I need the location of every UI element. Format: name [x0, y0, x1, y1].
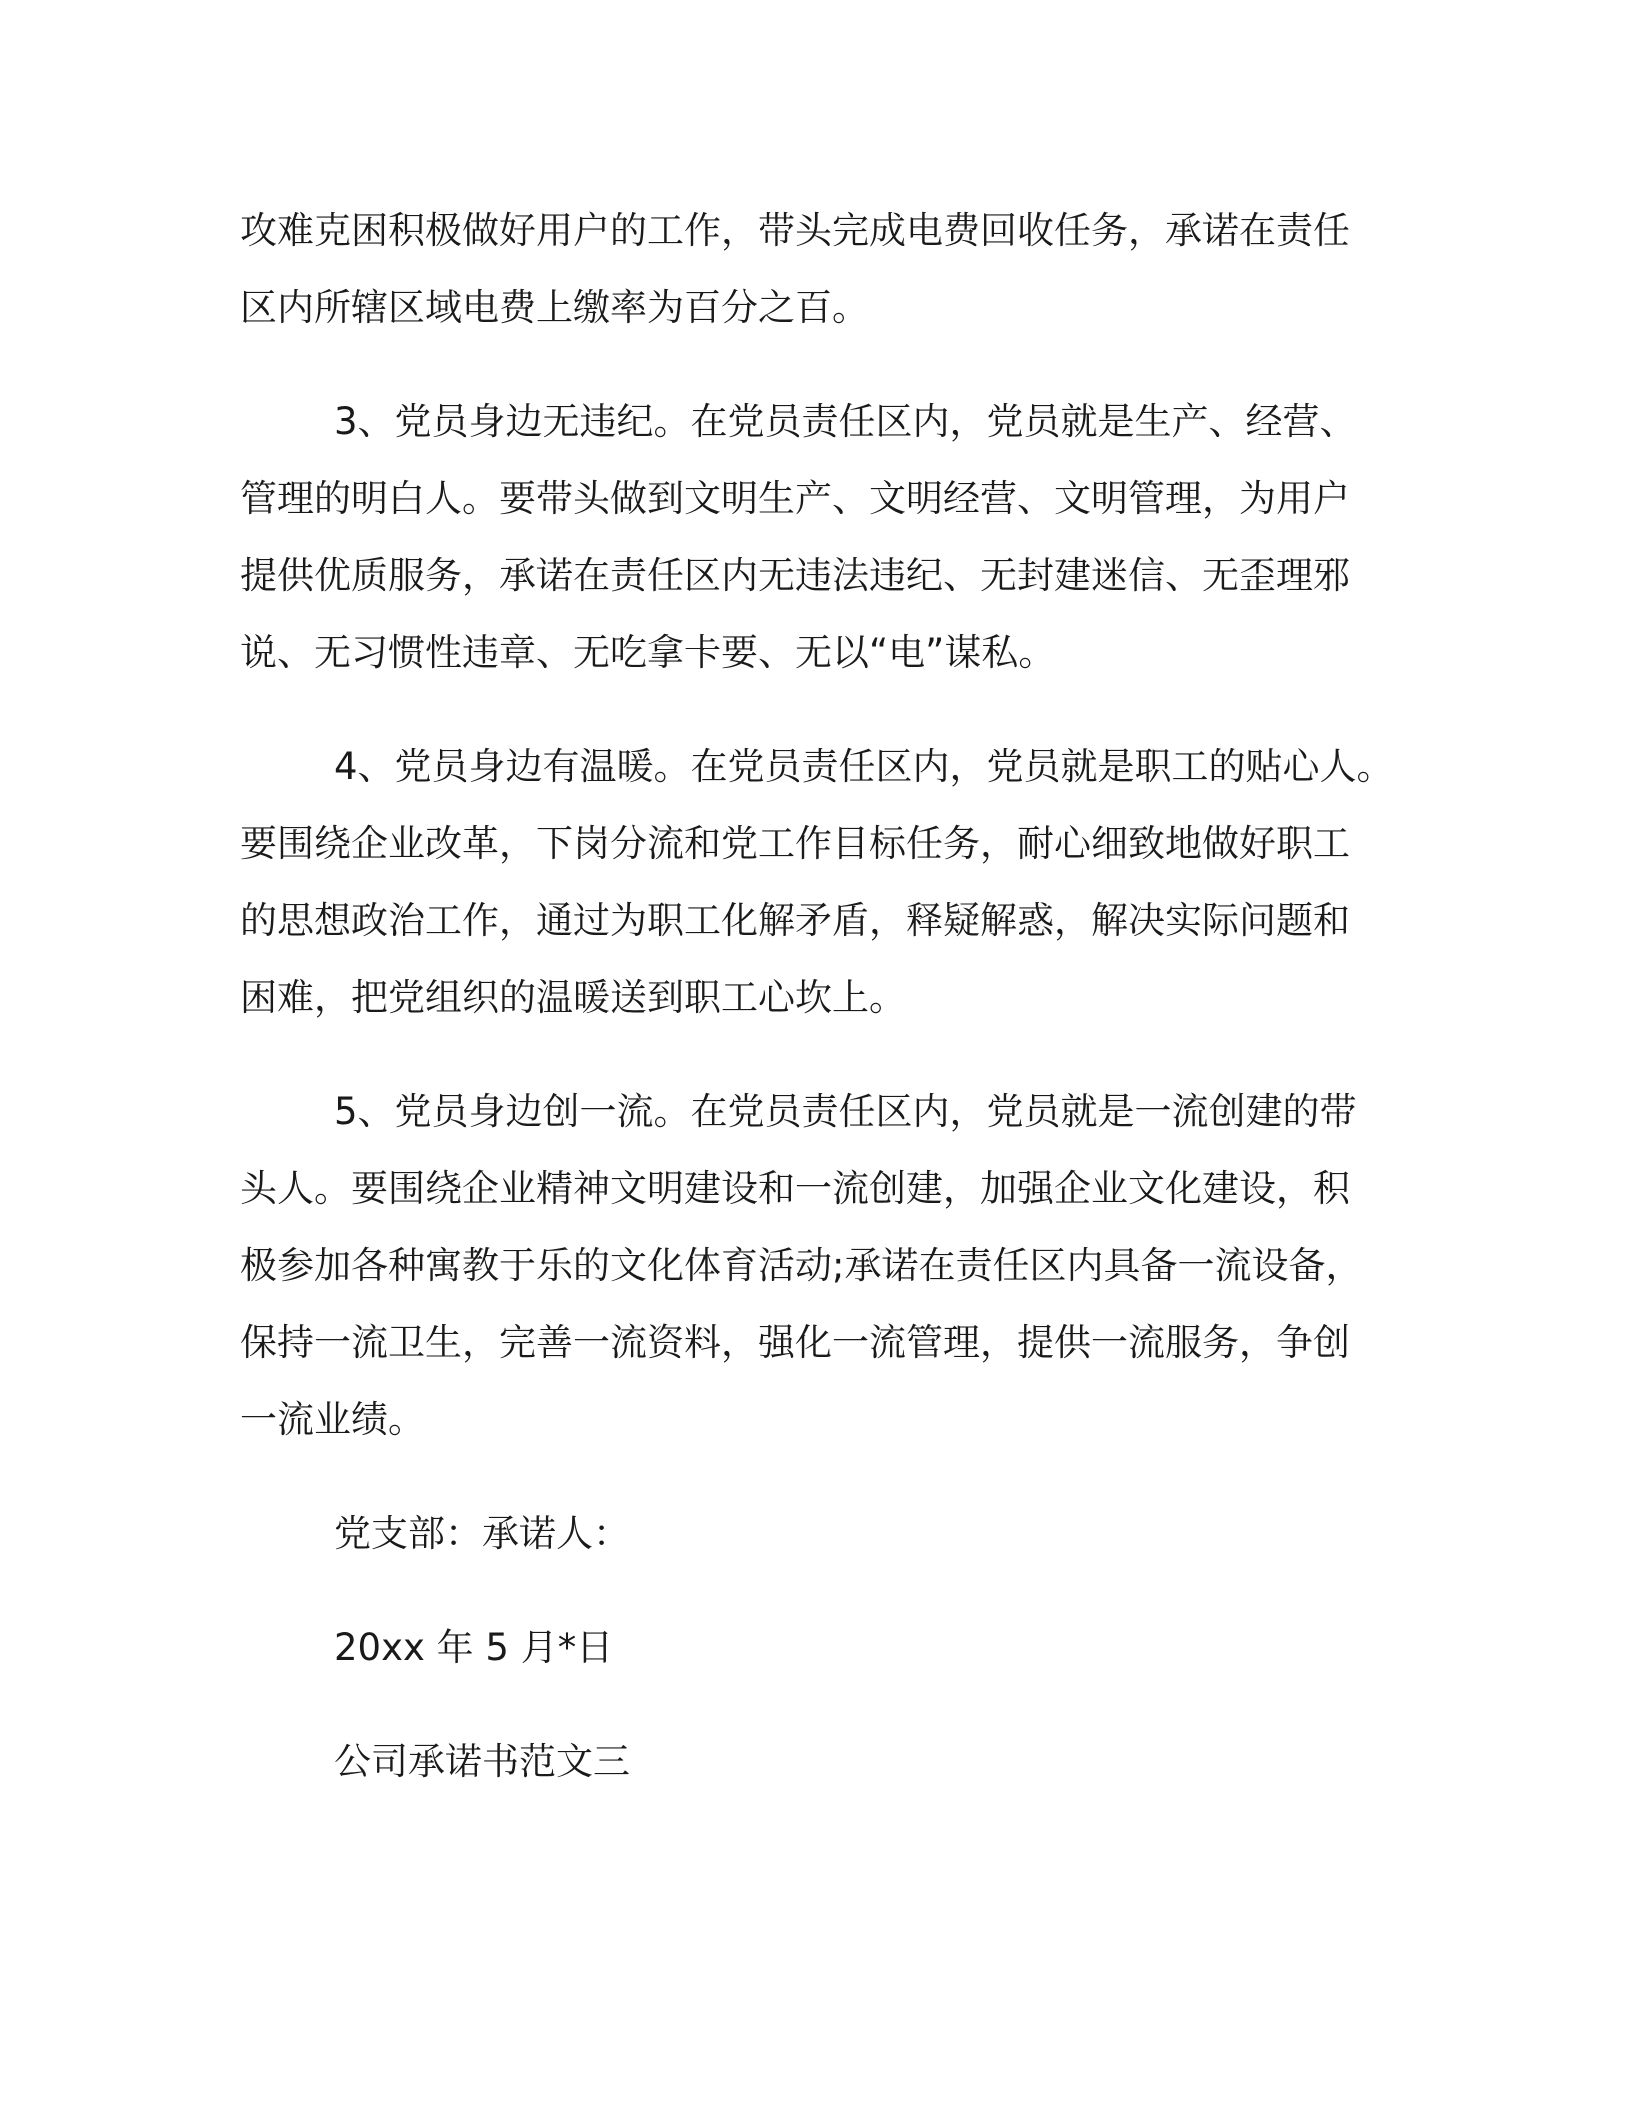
text-line: 保持一流卫生，完善一流资料，强化一流管理，提供一流服务，争创	[240, 1321, 1350, 1364]
text-line: 管理的明白人。要带头做到文明生产、文明经营、文明管理，为用户	[240, 477, 1350, 520]
text-line: 要围绕企业改革，下岗分流和党工作目标任务，耐心细致地做好职工	[240, 822, 1350, 865]
paragraph-3	[240, 728, 1394, 1036]
text-line: 一流业绩。	[240, 1398, 425, 1441]
text-line: 困难，把党组织的温暖送到职工心坎上。	[240, 976, 906, 1019]
text-line: 说、无习惯性违章、无吃拿卡要、无以“电”谋私。	[240, 631, 1056, 674]
text-line: 极参加各种寓教于乐的文化体育活动;承诺在责任区内具备一流设备，	[240, 1244, 1363, 1287]
text-line: 3、党员身边无违纪。在党员责任区内，党员就是生产、经营、	[334, 400, 1357, 443]
section-heading: 公司承诺书范文三	[334, 1740, 630, 1783]
text-line: 头人。要围绕企业精神文明建设和一流创建，加强企业文化建设，积	[240, 1167, 1350, 1210]
text-line: 提供优质服务，承诺在责任区内无违法违纪、无封建迷信、无歪理邪	[240, 554, 1350, 597]
text-line: 4、党员身边有温暖。在党员责任区内，党员就是职工的贴心人。	[334, 745, 1394, 788]
paragraph-1	[240, 192, 1370, 346]
paragraph-4	[240, 1073, 1370, 1458]
signature-line: 党支部：承诺人：	[334, 1512, 630, 1555]
document-body	[240, 192, 1394, 1800]
text-line: 攻难克困积极做好用户的工作，带头完成电费回收任务，承诺在责任	[240, 209, 1350, 252]
paragraph-2	[240, 383, 1370, 691]
text-line: 5、党员身边创一流。在党员责任区内，党员就是一流创建的带	[334, 1090, 1357, 1133]
date-line: 20xx 年 5 月*日	[334, 1626, 614, 1669]
text-line: 区内所辖区域电费上缴率为百分之百。	[240, 286, 869, 329]
text-line: 的思想政治工作，通过为职工化解矛盾，释疑解惑，解决实际问题和	[240, 899, 1350, 942]
